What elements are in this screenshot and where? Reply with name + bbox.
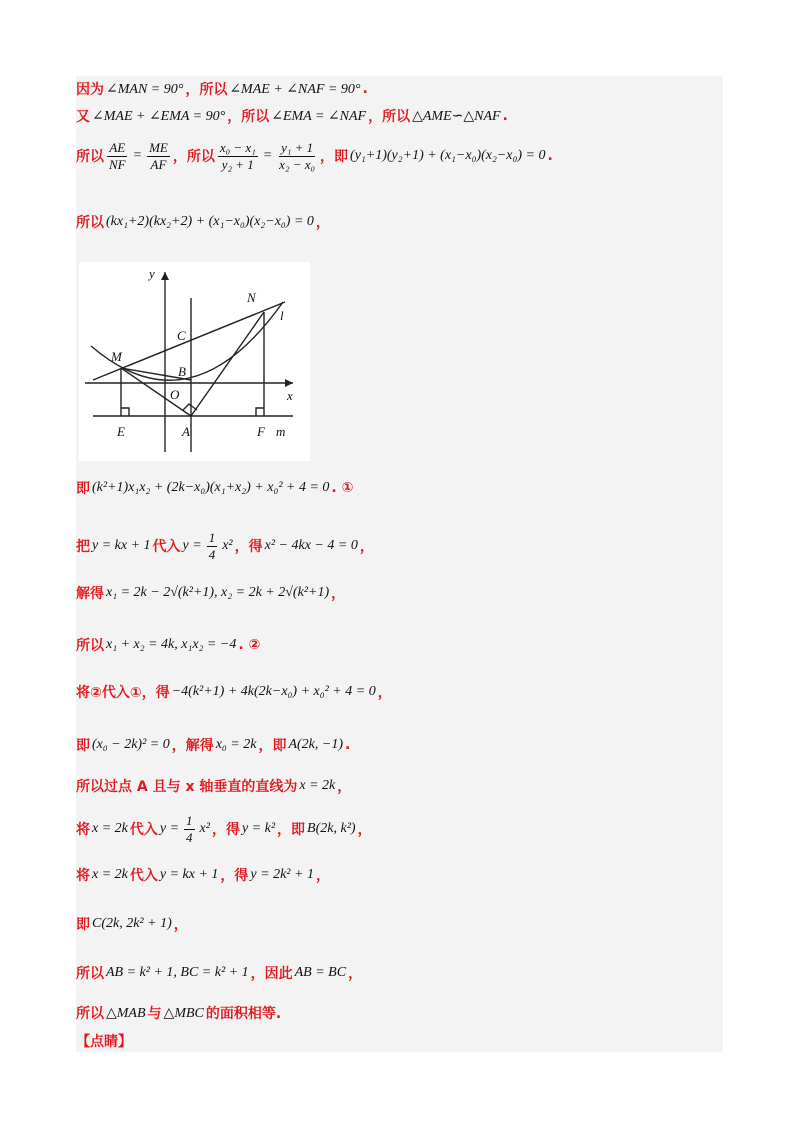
text: ，所以 xyxy=(368,109,411,125)
math: △AME∽△NAF xyxy=(412,108,501,124)
label-F: F xyxy=(257,424,265,439)
math: (k²+1)x₁x₂ + (2k−x₀)(x₁+x₂) + x₀² + 4 = 0 xyxy=(92,480,330,495)
text: 所以 xyxy=(76,638,104,654)
solution-panel xyxy=(76,76,723,1052)
fraction: $\frac{1}{4}$ xyxy=(186,812,193,845)
text: ， xyxy=(359,539,374,555)
text: 即 xyxy=(76,917,90,933)
line-5 xyxy=(76,476,353,500)
text: ， xyxy=(315,215,330,231)
text: ， xyxy=(331,586,346,602)
text: 所以 xyxy=(76,966,104,982)
line-10 xyxy=(76,733,350,757)
text: 即 xyxy=(76,738,90,754)
math: A(2k, −1) xyxy=(288,737,344,752)
text: . xyxy=(345,737,351,753)
math: x = 2k xyxy=(92,867,128,882)
text: 所以 xyxy=(76,149,104,165)
text: ， xyxy=(357,822,372,838)
label-A: A xyxy=(182,424,190,439)
line-13 xyxy=(76,863,330,887)
text: 代入 xyxy=(129,822,158,838)
math: AB = k² + 1, BC = k² + 1 xyxy=(106,965,249,980)
label-l: l xyxy=(280,308,284,323)
text: 又 xyxy=(76,109,90,125)
text: 代入 xyxy=(129,868,158,884)
fraction: $\frac{ME}{AF}$ xyxy=(149,139,168,172)
text: ，解得 xyxy=(171,738,214,754)
line-2 xyxy=(76,105,508,127)
math: x = 2k xyxy=(92,821,128,836)
right-angle-F xyxy=(256,408,264,416)
text: 即 xyxy=(76,481,90,497)
line-6 xyxy=(76,528,374,564)
text: ，即 xyxy=(277,822,306,838)
line-8 xyxy=(76,633,260,657)
text: . xyxy=(547,148,553,164)
math: = xyxy=(132,148,143,163)
text: ，即 xyxy=(320,149,349,165)
text: ，即 xyxy=(258,738,287,754)
math: △MBC xyxy=(163,1005,204,1021)
text: 与 xyxy=(147,1006,162,1022)
math: y = kx + 1 xyxy=(159,867,219,882)
math: ∠MAE + ∠EMA = 90° xyxy=(92,108,226,124)
math: y = k² xyxy=(241,821,276,836)
math: AB = BC xyxy=(294,965,347,980)
label-x: x xyxy=(287,388,293,403)
math: (x₀ − 2k)² = 0 xyxy=(92,737,170,752)
label-m: m xyxy=(276,424,286,439)
fraction: $\frac{1}{4}$ xyxy=(208,529,216,562)
text: ，得 xyxy=(211,822,240,838)
text: ，所以 xyxy=(172,149,215,165)
text: ， xyxy=(337,779,352,795)
text: . ② xyxy=(238,637,261,653)
math: x₁ + x₂ = 4k, x₁x₂ = −4 xyxy=(106,637,237,652)
text: 代入 xyxy=(152,539,181,555)
line-9 xyxy=(76,680,392,704)
text: 所以 xyxy=(76,215,104,231)
text: 所以过点 A 且与 x 轴垂直的直线为 xyxy=(76,779,298,795)
math: △MAB xyxy=(106,1005,146,1021)
text: 把 xyxy=(76,539,90,555)
geometry-figure xyxy=(79,262,310,461)
text: ， xyxy=(173,917,188,933)
text: 将 xyxy=(76,822,90,838)
math: (y₁+1)(y₂+1) + (x₁−x₀)(x₂−x₀) = 0 xyxy=(350,148,546,163)
text: ，得 xyxy=(234,539,263,555)
fraction: $\frac{AE}{NF}$ xyxy=(109,139,126,172)
text: ，得 xyxy=(220,868,249,884)
line-15 xyxy=(76,961,362,985)
math: x₀ = 2k xyxy=(215,737,257,752)
right-angle-A xyxy=(183,404,197,410)
label-N: N xyxy=(247,290,256,305)
math: C(2k, 2k² + 1) xyxy=(92,916,172,931)
text: . xyxy=(362,81,368,97)
math: y = xyxy=(159,821,180,836)
label-y: y xyxy=(149,266,155,281)
text: . ① xyxy=(331,480,354,496)
math: (kx₁+2)(kx₂+2) + (x₁−x₀)(x₂−x₀) = 0 xyxy=(106,214,314,229)
text: . xyxy=(502,108,508,124)
math: y = kx + 1 xyxy=(92,538,151,553)
math: = xyxy=(262,148,273,163)
math: x₁ = 2k − 2√(k²+1), x₂ = 2k + 2√(k²+1) xyxy=(106,585,330,600)
right-angle-E xyxy=(121,408,129,416)
text: 解得 xyxy=(76,586,104,602)
y-axis-arrow xyxy=(161,272,169,280)
text: 的面积相等. xyxy=(205,1006,282,1022)
math: ∠MAN = 90° xyxy=(106,81,184,97)
figure-svg xyxy=(79,262,310,461)
line-16 xyxy=(76,1002,281,1024)
label-C: C xyxy=(177,328,186,343)
math: −4(k²+1) + 4k(2k−x₀) + x₀² + 4 = 0 xyxy=(171,684,376,699)
line-17 xyxy=(76,1030,132,1052)
key-point-heading: 【点睛】 xyxy=(76,1034,132,1050)
math: x² − 4kx − 4 = 0 xyxy=(264,538,358,553)
line-14 xyxy=(76,912,188,936)
line-1 xyxy=(76,78,368,100)
label-E: E xyxy=(117,424,125,439)
segment-AN xyxy=(191,312,264,416)
line-11 xyxy=(76,774,351,798)
math: B(2k, k²) xyxy=(307,821,356,836)
line-4 xyxy=(76,210,330,234)
fraction: $\frac{\text{y₁ + 1}}{\text{x₂ − x₀}}$ xyxy=(279,139,316,172)
text: 将 xyxy=(76,868,90,884)
math: x² xyxy=(199,821,210,836)
math: y = xyxy=(182,538,202,553)
math: x = 2k xyxy=(299,778,336,793)
math: ∠EMA = ∠NAF xyxy=(271,108,367,124)
text: 因为 xyxy=(76,82,104,98)
line-3 xyxy=(76,136,553,176)
fraction: $\frac{\text{x₀ − x₁}}{\text{y₂ + 1}}$ xyxy=(219,139,256,172)
label-B: B xyxy=(178,364,186,379)
text: 所以 xyxy=(76,1006,104,1022)
text: 将②代入①，得 xyxy=(76,685,170,701)
math: ∠MAE + ∠NAF = 90° xyxy=(229,81,361,97)
text: ，所以 xyxy=(227,109,270,125)
x-axis-arrow xyxy=(285,379,293,387)
text: ， xyxy=(348,966,363,982)
text: ，所以 xyxy=(185,82,228,98)
text: ， xyxy=(315,868,330,884)
line-12 xyxy=(76,811,372,847)
label-M: M xyxy=(111,349,122,364)
math: y = 2k² + 1 xyxy=(250,867,314,882)
text: ，因此 xyxy=(250,966,293,982)
text: ， xyxy=(377,685,392,701)
label-O: O xyxy=(170,387,180,402)
line-7 xyxy=(76,581,345,605)
math: x² xyxy=(222,538,233,553)
